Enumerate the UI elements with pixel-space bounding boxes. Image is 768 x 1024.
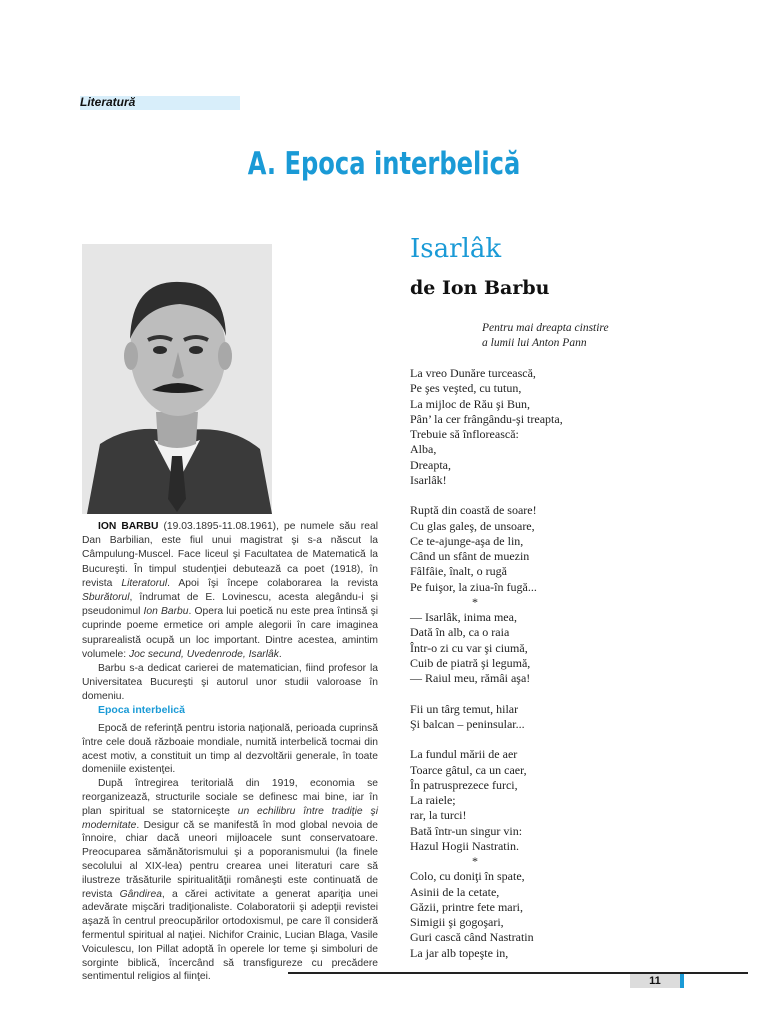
dedication-line: a lumii lui Anton Pann [482,337,587,349]
poem-line: La vreo Dunăre turcească, [410,366,536,380]
bio-text: Joc secund, Uvedenrode, Isarlâk [128,648,279,660]
poem-line: Asinii de la cetate, [410,884,500,899]
author-biography [82,520,378,705]
chapter-title: A. Epoca interbelică [247,146,521,182]
poem-line: Toarce gâtul, ca un caer, [410,762,527,777]
poem-line: Isarlâk! [410,472,447,487]
poem-line: La fundul mării de aer [410,747,518,762]
poem-line: Ce te-ajunge-aşa de lin, [410,533,524,548]
poem-line: Hazul Hogii Nastratin. [410,838,519,853]
poem-line: Cuib de piatră şi legumă, [410,655,531,670]
poem-line: Simigii şi gogoşari, [410,915,504,929]
poem-line: În patrusprezece furci, [410,777,518,792]
bio-text: . Opera lui poetică nu este prea întinsă şi cuprinde poeme ermetice ori ample alegorii în care imaginea suprarealistă ocupă un loc important. Dintre acestea, amintim volumele: [82,606,379,660]
bio-text: , îndrumat de E. Lovinescu, acesta alegându-i şi pseudonimul [82,592,378,618]
bio-text: Ion Barbu [143,606,189,618]
stanza-separator: * [472,854,478,868]
poem-line: Ruptă din coastă de soare! [410,503,537,518]
author-name: ION BARBU [98,521,159,532]
essay-heading: Epoca interbelică [98,704,185,716]
poem-line: Colo, cu doniţi în spate, [410,869,525,884]
stanza-separator: * [472,594,478,609]
dedication-line: Pentru mai dreapta cinstire [482,322,609,334]
poem-line: Fii un târg temut, hilar [410,701,519,716]
poem-line: La raiele; [410,793,456,807]
essay-paragraph: Epocă de referinţă pentru istoria naţională, perioada cuprinsă între cele două războaie mondiale, numită interbelică tocmai din acest motiv, a constituit un timp al dezvoltării generale, în toate domeniile existenţei. [82,723,378,776]
poem-dedication [482,321,609,351]
poem-line: La jar alb topeşte in, [410,945,509,960]
poem-line: Fâlfâie, înalt, o rugă [410,564,507,579]
poem-line: Pe fuişor, la ziua-în fugă... [410,579,537,594]
poem-line: Pe şes veşted, cu tutun, [410,381,522,396]
poem-line: Alba, [410,442,437,457]
poem-line: — Raiul meu, rămâi aşa! [410,671,531,685]
essay-text-run: , a cărei activitate a generat apariţia unei adevărate mişcări tradiţionaliste. Colaboratorii şi adepţii revistei aşază în centrul preocupărilor ortodoxismul, pe care îl consideră fermentul spiritual al naţiei. Nichifor Crainic, Lucian Blaga, Vasile Voiculescu, Ion Pillat adoptă în operele lor teme şi simboluri de sorginte biblică, încercând să transfigureze cu precădere sentimentul religios al fiinţei. [82,888,378,983]
poem-line: Când un sfânt de muezin [410,549,530,563]
essay-text-run: Gândirea [119,888,162,900]
bio-text: . Apoi îşi începe colaborarea la revista [167,577,378,589]
poem-author: de Ion Barbu [410,277,550,299]
bio-paragraph [82,520,378,662]
poem-line: rar, la turci! [410,808,467,823]
poem-title: Isarlâk [410,234,502,264]
bio-text: (19.03.1895-11.08.1961), pe numele său real Dan Barbilian, este fiul unui magistrat şi s-a născut la Câmpulung-Muscel. Face liceul şi Facultatea de Matematică la Bucureşti. În timpul studenţiei debutează ca poet (1918), în revista [82,521,378,589]
page-number: 11 [630,974,680,988]
author-portrait [82,244,272,514]
poem-line: Dreapta, [410,457,451,472]
essay-text-run: După întregirea teritorială din 1919, economia se reorganizează, structurile sociale se definesc mai bine, iar în plan spiritual se statorniceşte [82,778,378,817]
poem-line: Cu glas galeş, de unsoare, [410,518,535,533]
page-number-accent [680,974,684,988]
section-label: Literatură [80,95,136,109]
essay-text-run: . Desigur că se manifestă în mod global nevoia de înnoire, chiar dacă uneori mijloacele sunt conservatoare. Preocuparea sămănătorismului şi a poporanismului (la finele secolului al XIX-lea) pentru crearea unei literaturi care să ilustreze trăsăturile spiritualităţii româneşti este continuată de revista [82,819,378,900]
poem-line: Guri cască când Nastratin [410,930,534,945]
poem-line: Şi balcan – peninsular... [410,716,525,731]
poem-line: Într-o zi cu var şi ciumă, [410,640,528,655]
essay-paragraph [82,777,378,984]
bio-paragraph: Barbu s-a dedicat carierei de matematician, fiind profesor la Universitatea Bucureşti şi autorul unor studii valoroase în domeniu. [82,663,378,703]
bio-text: . [278,648,282,660]
poem-line: La mijloc de Rău şi Bun, [410,396,530,411]
essay-text [82,722,378,984]
essay-text-run: un echilibru între tradiţie şi modernitate [82,805,378,831]
poem-line: Bată într-un singur vin: [410,823,523,838]
section-tab [80,96,240,110]
poem-line: Dată în alb, ca o raia [410,625,510,640]
poem-line: Pân’ la cer frângându-şi treapta, [410,411,563,426]
bio-text: Literatorul [121,577,168,589]
poem-line: Găzii, printre fete mari, [410,899,523,914]
bio-text: Sburătorul [82,592,130,604]
poem-line: — Isarlâk, inima mea, [410,610,517,624]
poem-line: Trebuie să înflorească: [410,427,519,441]
